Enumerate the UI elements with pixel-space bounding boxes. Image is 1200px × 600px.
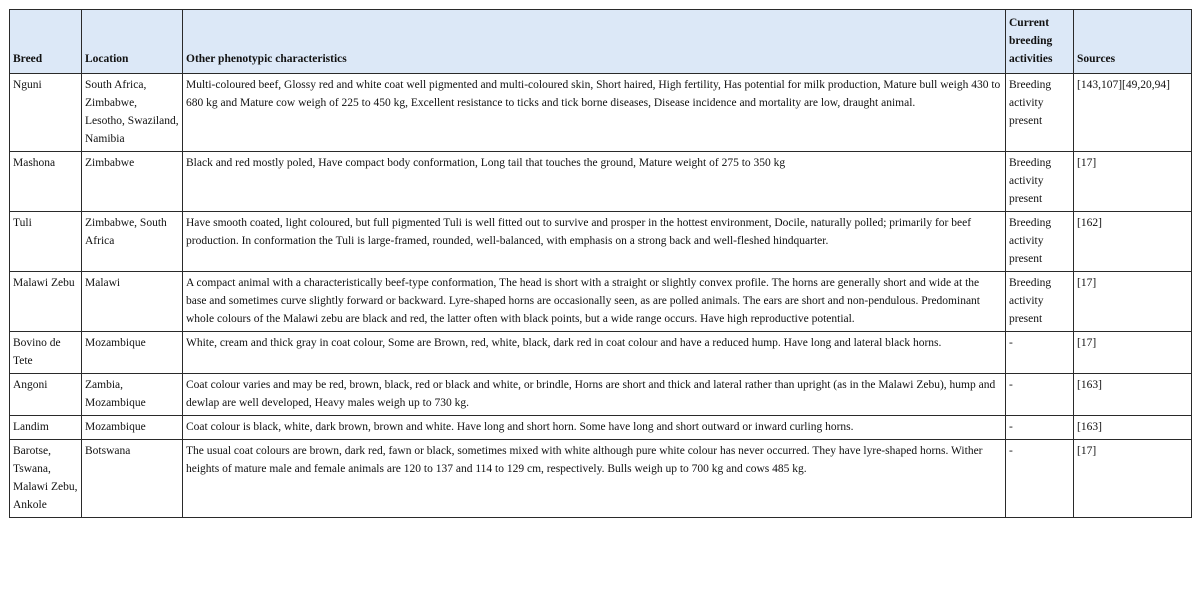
table-container <box>9 9 1191 518</box>
cell-sources: [17] <box>1074 332 1192 374</box>
cell-location: South Africa, Zimbabwe, Lesotho, Swaziland, Namibia <box>82 74 183 152</box>
cell-location: Malawi <box>82 272 183 332</box>
cell-current-breeding: - <box>1006 374 1074 416</box>
table-header <box>10 10 1192 74</box>
cell-phenotypic: White, cream and thick gray in coat colour, Some are Brown, red, white, black, dark red in coat colour and have a reduced hump. Have long and lateral black horns. <box>183 332 1006 374</box>
cell-breed: Angoni <box>10 374 82 416</box>
cell-sources: [17] <box>1074 272 1192 332</box>
cell-breed: Mashona <box>10 152 82 212</box>
cell-breed: Bovino de Tete <box>10 332 82 374</box>
cell-location: Botswana <box>82 440 183 518</box>
cell-phenotypic: The usual coat colours are brown, dark red, fawn or black, sometimes mixed with white although pure white colour has never occurred. They have lyre-shaped horns. Wither heights of mature male and female animals are 120 to 137 and 114 to 129 cm, respectively. Bulls weigh up to 700 kg and cows 485 kg. <box>183 440 1006 518</box>
header-current-breeding: Current breeding activities <box>1006 10 1074 74</box>
cell-current-breeding: - <box>1006 440 1074 518</box>
cell-sources: [17] <box>1074 440 1192 518</box>
table-row <box>10 374 1192 416</box>
cell-phenotypic: Have smooth coated, light coloured, but full pigmented Tuli is well fitted out to survive and prosper in the hottest environment, Docile, naturally polled; primarily for beef production. In conformation the Tuli is large-framed, rounded, well-balanced, with emphasis on a strong back and well-fleshed hindquarter. <box>183 212 1006 272</box>
header-phenotypic: Other phenotypic characteristics <box>183 10 1006 74</box>
cell-breed: Landim <box>10 416 82 440</box>
cell-current-breeding: Breeding activity present <box>1006 272 1074 332</box>
table-row <box>10 416 1192 440</box>
cell-sources: [143,107][49,20,94] <box>1074 74 1192 152</box>
cell-sources: [162] <box>1074 212 1192 272</box>
cell-phenotypic: Coat colour varies and may be red, brown, black, red or black and white, or brindle, Horns are short and thick and lateral rather than upright (as in the Malawi Zebu), hump and dewlap are well developed, Heavy males weigh up to 730 kg. <box>183 374 1006 416</box>
cell-location: Zambia, Mozambique <box>82 374 183 416</box>
table-row <box>10 74 1192 152</box>
table-row <box>10 152 1192 212</box>
cell-current-breeding: - <box>1006 416 1074 440</box>
cell-sources: [163] <box>1074 416 1192 440</box>
cell-current-breeding: Breeding activity present <box>1006 152 1074 212</box>
table-row <box>10 212 1192 272</box>
cell-location: Mozambique <box>82 416 183 440</box>
cell-phenotypic: Coat colour is black, white, dark brown, brown and white. Have long and short horn. Some have long and short outward or inward curling horns. <box>183 416 1006 440</box>
cell-location: Zimbabwe <box>82 152 183 212</box>
cell-location: Mozambique <box>82 332 183 374</box>
cell-current-breeding: Breeding activity present <box>1006 212 1074 272</box>
table-row <box>10 440 1192 518</box>
cell-phenotypic: Multi-coloured beef, Glossy red and white coat well pigmented and multi-coloured skin, Short haired, High fertility, Has potential for milk production, Mature bull weigh 430 to 680 kg and Mature cow weigh of 225 to 450 kg, Excellent resistance to ticks and tick borne diseases, Disease incidence and mortality are low, draught animal. <box>183 74 1006 152</box>
cell-sources: [17] <box>1074 152 1192 212</box>
cell-location: Zimbabwe, South Africa <box>82 212 183 272</box>
cell-phenotypic: Black and red mostly poled, Have compact body conformation, Long tail that touches the ground, Mature weight of 275 to 350 kg <box>183 152 1006 212</box>
table-body <box>10 74 1192 518</box>
cell-phenotypic: A compact animal with a characteristically beef-type conformation, The head is short with a straight or slightly convex profile. The horns are generally short and wide at the base and sometimes curve slightly forward or backward. Lyre-shaped horns are occasionally seen, as are polled animals. The ears are short and non-pendulous. Predominant whole colours of the Malawi zebu are black and red, the latter often with black points, but a wide range occurs. Have high reproductive potential. <box>183 272 1006 332</box>
cell-breed: Nguni <box>10 74 82 152</box>
cell-current-breeding: Breeding activity present <box>1006 74 1074 152</box>
cell-sources: [163] <box>1074 374 1192 416</box>
header-sources: Sources <box>1074 10 1192 74</box>
cell-breed: Malawi Zebu <box>10 272 82 332</box>
header-breed: Breed <box>10 10 82 74</box>
cell-current-breeding: - <box>1006 332 1074 374</box>
cell-breed: Tuli <box>10 212 82 272</box>
header-location: Location <box>82 10 183 74</box>
breed-characteristics-table <box>9 9 1192 518</box>
table-row <box>10 332 1192 374</box>
cell-breed: Barotse, Tswana, Malawi Zebu, Ankole <box>10 440 82 518</box>
table-row <box>10 272 1192 332</box>
header-row <box>10 10 1192 74</box>
